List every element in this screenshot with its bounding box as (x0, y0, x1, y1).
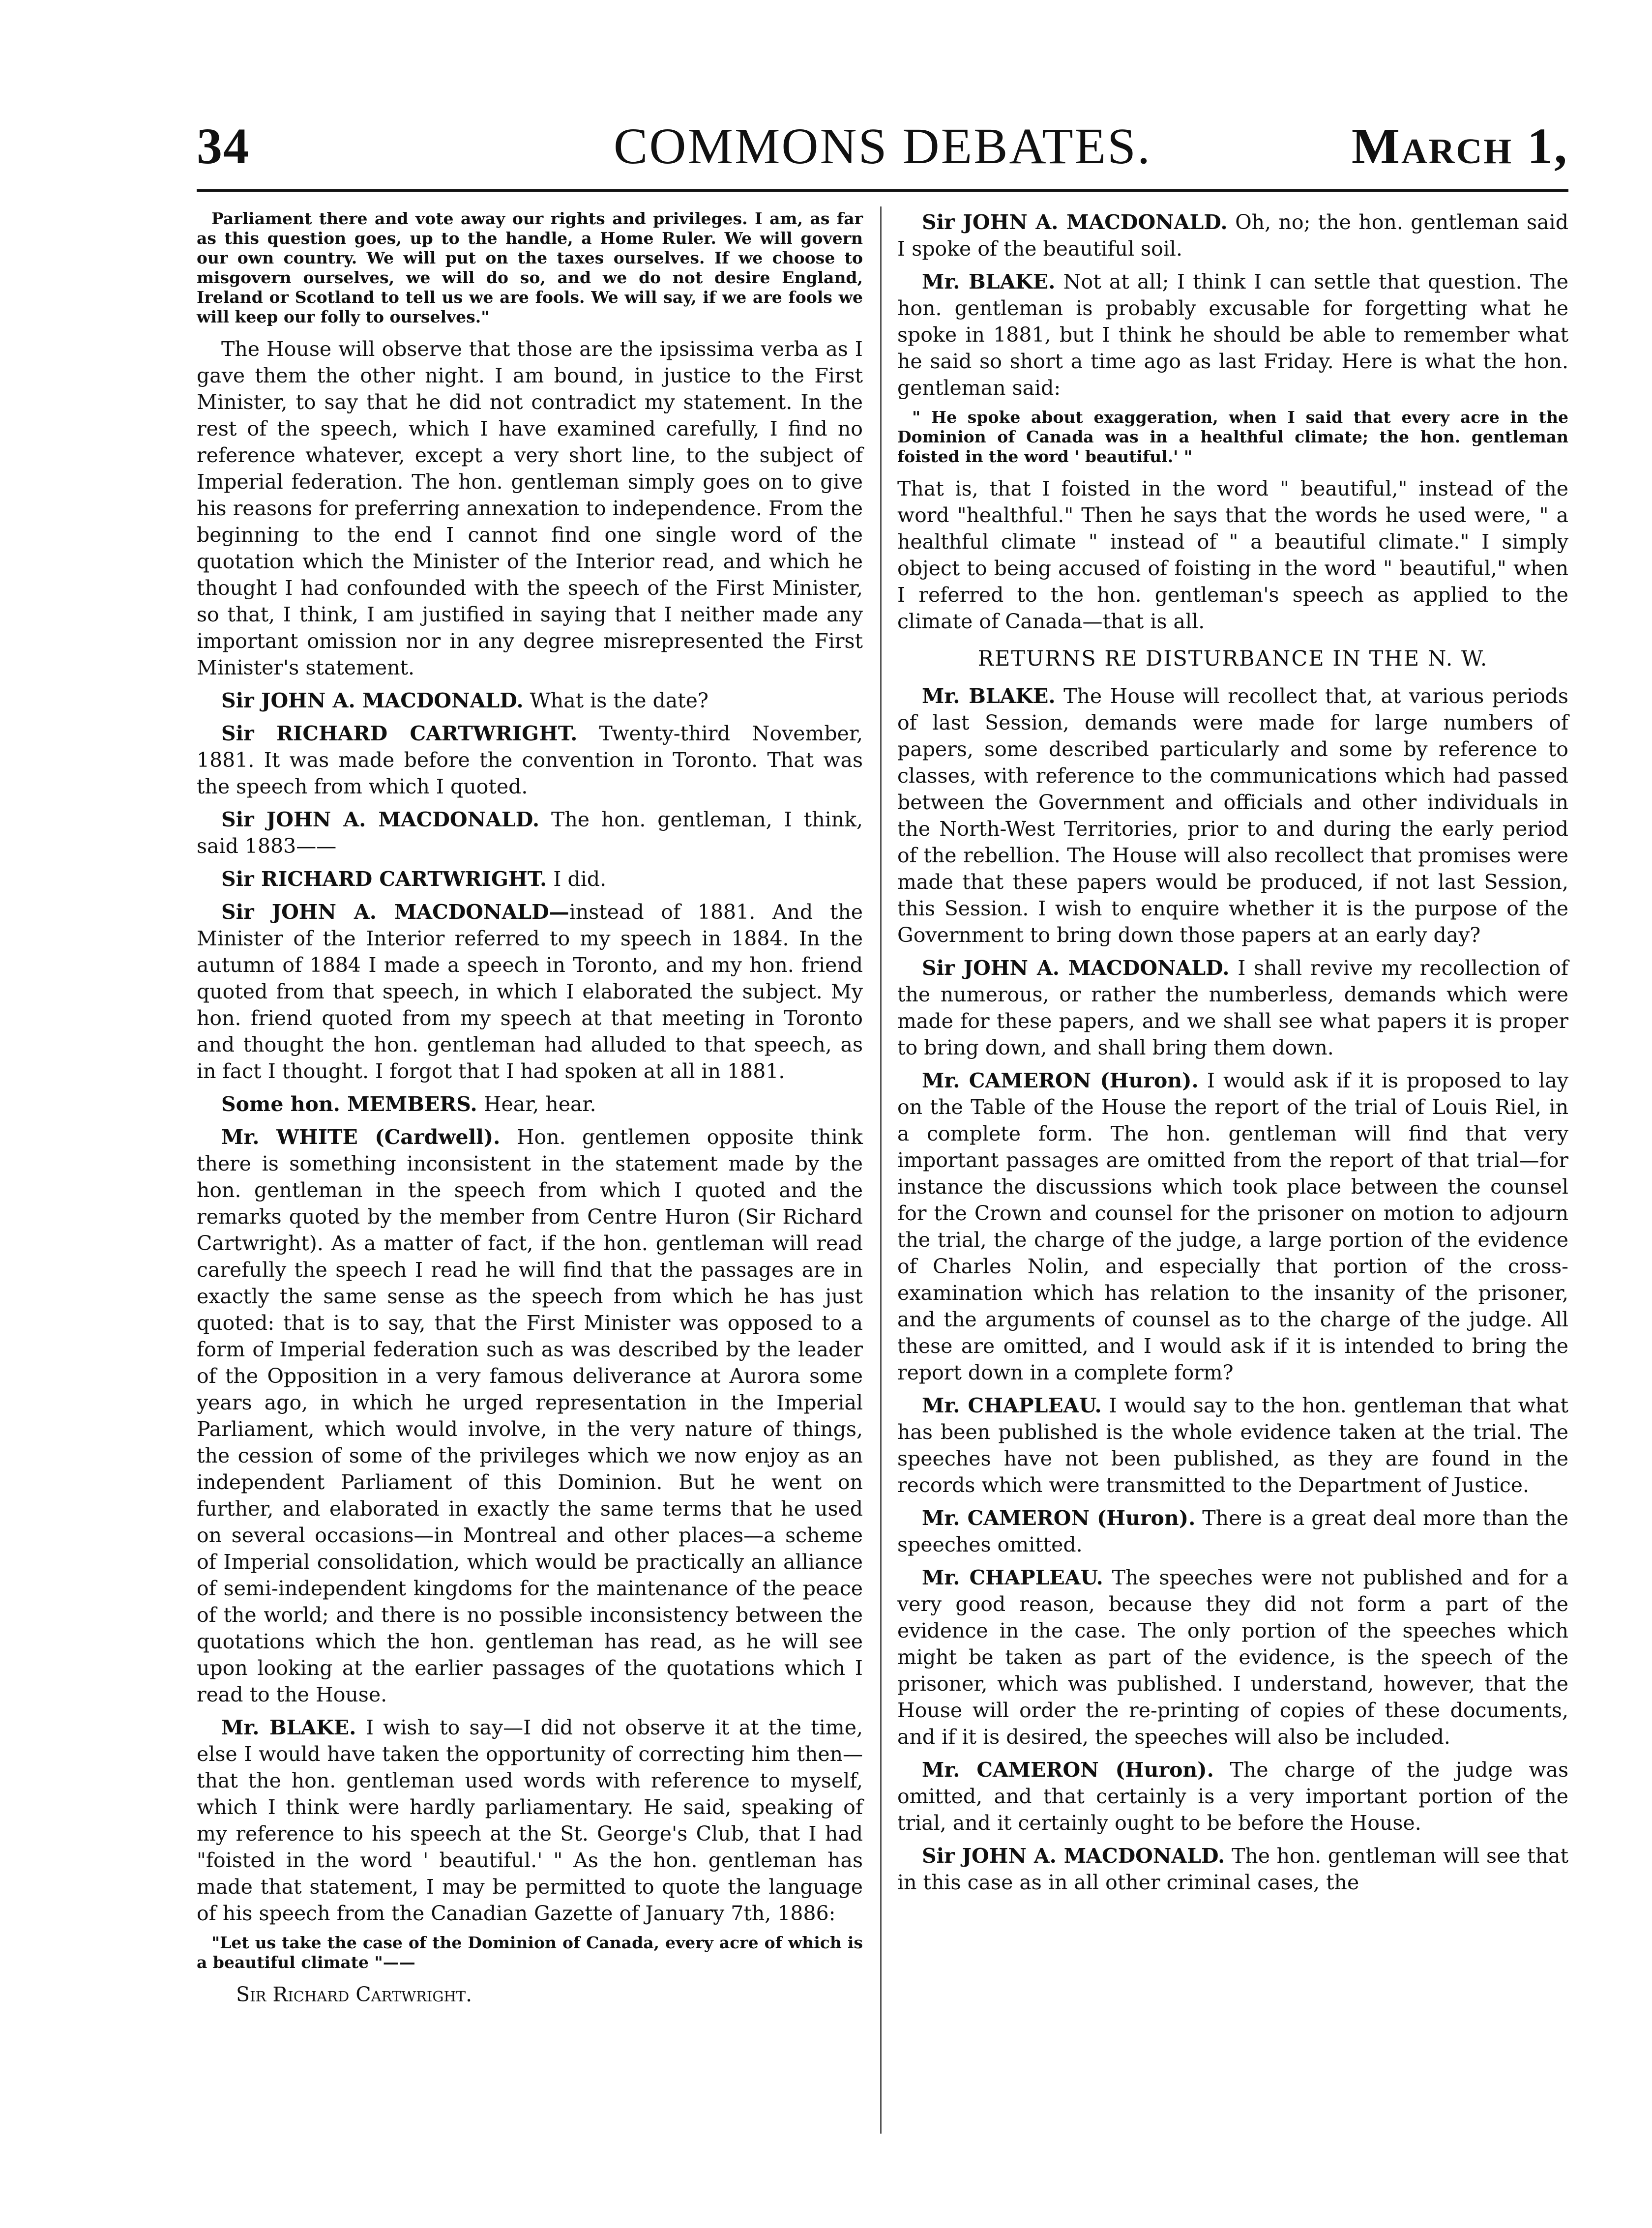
speech (897, 1505, 1568, 1558)
right-column (897, 209, 1568, 1902)
speech (897, 1843, 1568, 1896)
speech (897, 209, 1568, 262)
speech-text: Oh, no; the hon. gentleman said I spoke of the beautiful soil. (897, 210, 1568, 261)
speaker-name: Some hon. MEMBERS. (221, 1092, 477, 1116)
speaker-name: Sir JOHN A. MACDONALD. (922, 210, 1228, 234)
speech-text: I did. (553, 867, 607, 891)
paragraph: That is, that I foisted in the word " beautiful," instead of the word "healthful." Then he says that the words he used were, " a healthful climate " instead of " a beautiful climate." I simply object to being accused of foisting in the word " beautiful," when I referred to the hon. gentleman's speech as applied to the climate of Canada—that is all. (897, 477, 1568, 633)
page-header (197, 117, 1568, 191)
quotation-block: "Let us take the case of the Dominion of Canada, every acre of which is a beautiful climate "—— (197, 1933, 863, 1972)
speaker-signoff: Sir Richard Cartwright. (236, 1983, 472, 2006)
speech (197, 1091, 863, 1117)
speech (197, 1124, 863, 1708)
speaker-name: Sir JOHN A. MACDONALD— (221, 900, 569, 924)
left-column (197, 209, 863, 2008)
speaker-name: Sir JOHN A. MACDONALD. (922, 956, 1230, 980)
speech (897, 1564, 1568, 1750)
speaker-name: Mr. CAMERON (Huron). (922, 1506, 1196, 1530)
speaker-name: Sir JOHN A. MACDONALD. (221, 689, 524, 712)
speech-text: Hear, hear. (483, 1092, 596, 1116)
speech-text: Not at all; I think I can settle that question. The hon. gentleman is probably excusable for forgetting what he spoke in 1881, but I think he should be able to remember what he said so short a time ago as last Friday. Here is what the hon. gentleman said: (897, 270, 1568, 400)
speaker-name: Mr. CHAPLEAU. (922, 1394, 1102, 1417)
speaker-name: Sir RICHARD CARTWRIGHT. (221, 722, 578, 745)
speech-text: I wish to say—I did not observe it at the time, else I would have taken the opportunity of correcting him then—that the hon. gentleman used words with reference to myself, which I think were hardly parliamentary. He said, speaking of my reference to his speech at the St. George's Club, that I had "foisted in the word ' beautiful.' " As the hon. gentleman has made that statement, I may be permitted to quote the language of his speech from the Canadian Gazette of January 7th, 1886: (197, 1716, 863, 1925)
quotation-block: Parliament there and vote away our rights and privileges. I am, as far as this question goes, up to the handle, a Home Ruler. We will govern our own country. We will put on the taxes ourselves. If we choose to misgovern ourselves, we will do so, and we do not desire England, Ireland or Scotland to tell us we are fools. We will say, if we are fools we will keep our folly to ourselves." (197, 209, 863, 326)
speech-text: Hon. gentlemen opposite think there is something inconsistent in the statement made by the hon. gentleman in the speech from which I quoted and the remarks quoted by the member from Centre Huron (Sir Richard Cartwright). As a matter of fact, if the hon. gentleman will read carefully the speech I read he will find that the passages are in exactly the same sense as the speech from which he has just quoted: that is to say, that the First Minister was opposed to a form of Imperial federation such as was described by the leader of the Opposition in a very famous deliverance at Aurora some years ago, in which he urged representation in the Imperial Parliament, which would involve, in the very nature of things, the cession of some of the privileges which we now enjoy as an independent Parliament of this Dominion. But he went on further, and elaborated in exactly the same terms that he used on several occasions—in Montreal and other places—a scheme of Imperial consolidation, which would be practically an alliance of semi-independent kingdoms for the maintenance of the peace of the world; and there is no possible inconsistency between the quotations which the hon. gentleman has read, as he will see upon looking at the earlier passages of the quotations which I read to the House. (197, 1125, 863, 1706)
running-title: COMMONS DEBATES. (614, 118, 1151, 175)
speech-text: Twenty-third November, 1881. It was made before the convention in Toronto. That was the speech from which I quoted. (197, 722, 863, 798)
speech (197, 687, 863, 714)
speaker-name: Mr. CAMERON (Huron). (922, 1758, 1214, 1782)
speech-text: I shall revive my recollection of the numerous, or rather the numberless, demands which were made for these papers, and we shall see what papers it is proper to bring down, and shall bring them down. (897, 956, 1568, 1059)
speaker-name: Mr. WHITE (Cardwell). (221, 1125, 501, 1149)
speech (897, 955, 1568, 1061)
speech (897, 1757, 1568, 1836)
speech-text: I would say to the hon. gentleman that what has been published is the whole evidence taken at the trial. The speeches have not been published, as they are found in the records which were transmitted to the Department of Justice. (897, 1394, 1568, 1497)
speech-text: I would ask if it is proposed to lay on the Table of the House the report of the trial of Louis Riel, in a complete form. The hon. gentleman will find that very important passages are omitted from the report of that trial—for instance the discussions which took place between the counsel for the Crown and counsel for the prisoner on motion to adjourn the trial, the charge of the judge, a large portion of the evidence of Charles Nolin, and especially that portion of the cross-examination which has relation to the insanity of the prisoner, and the arguments of counsel as to the charge of the judge. All these are omitted, and I would ask if it is intended to bring the report down in a complete form? (897, 1069, 1568, 1384)
speech (197, 899, 863, 1085)
speech (897, 268, 1568, 401)
page-number: 34 (197, 118, 250, 175)
speech (897, 683, 1568, 948)
speech (197, 806, 863, 859)
quotation-block: " He spoke about exaggeration, when I said that every acre in the Dominion of Canada was in a healthful climate; the hon. gentleman foisted in the word ' beautiful.' " (897, 408, 1568, 466)
speaker-name: Mr. CHAPLEAU. (922, 1566, 1103, 1589)
speech (197, 720, 863, 800)
section-heading: RETURNS RE DISTURBANCE IN THE N. W. (977, 646, 1488, 671)
speech (897, 1067, 1568, 1386)
speech-text: instead of 1881. And the Minister of the Interior referred to my speech in 1884. In the autumn of 1884 I made a speech in Toronto, and my hon. friend quoted from that speech, in which I elaborated the subject. My hon. friend quoted from my speech at that meeting in Toronto and thought the hon. gentleman had alluded to that speech, as in fact I thought. I forgot that I had spoken at all in 1881. (197, 900, 863, 1083)
paragraph: The House will observe that those are the ipsissima verba as I gave them the other night. I am bound, in justice to the First Minister, to say that he did not contradict my statement. In the rest of the speech, which I have examined carefully, I find no reference whatever, except a very short line, to the subject of Imperial federation. The hon. gentleman simply goes on to give his reasons for preferring annexation to independence. From the beginning to the end I cannot find one single word of the quotation which the Minister of the Interior read, and which he thought I had confounded with the speech of the First Minister, so that, I think, I am justified in saying that I neither made any important omission nor in any degree misrepresented the First Minister's statement. (197, 337, 863, 679)
speaker-name: Sir JOHN A. MACDONALD. (922, 1844, 1225, 1868)
speech-text: The speeches were not published and for a very good reason, because they did not form a part of the evidence in the case. The only portion of the speeches which might be taken as part of the evidence, is the speech of the prisoner, which was published. I understand, however, that the House will order the re-printing of copies of these documents, and if it is desired, the speeches will also be included. (897, 1566, 1568, 1749)
speaker-name: Mr. BLAKE. (922, 684, 1056, 708)
column-divider (880, 206, 882, 2134)
speech-text: The hon. gentleman, I think, said 1883—— (197, 808, 863, 858)
speech (897, 1392, 1568, 1498)
speech (197, 1714, 863, 1927)
speaker-name: Mr. BLAKE. (221, 1716, 356, 1739)
speech-text: There is a great deal more than the speeches omitted. (897, 1506, 1568, 1556)
speech-text: The charge of the judge was omitted, and that certainly is a very important portion of the trial, and it certainly ought to be before the House. (897, 1758, 1568, 1835)
header-date: March 1, (1351, 118, 1568, 175)
speech (197, 866, 863, 892)
speech-text: The House will recollect that, at various periods of last Session, demands were made for large numbers of papers, some described particularly and some by reference to classes, with reference to the communications which had passed between the Government and officials and other individuals in the North-West Territories, prior to and during the early period of the rebellion. The House will also recollect that promises were made that these papers would be produced, if not last Session, this Session. I wish to enquire whether it is the purpose of the Government to bring down those papers at an early day? (897, 684, 1568, 947)
speech-text: What is the date? (530, 689, 708, 712)
header-rule (197, 189, 1568, 192)
speech-text: The hon. gentleman will see that in this case as in all other criminal cases, the (897, 1844, 1568, 1894)
speaker-name: Mr. BLAKE. (922, 270, 1056, 293)
speaker-name: Mr. CAMERON (Huron). (922, 1069, 1199, 1092)
speaker-name: Sir RICHARD CARTWRIGHT. (221, 867, 547, 891)
speaker-name: Sir JOHN A. MACDONALD. (221, 808, 540, 831)
